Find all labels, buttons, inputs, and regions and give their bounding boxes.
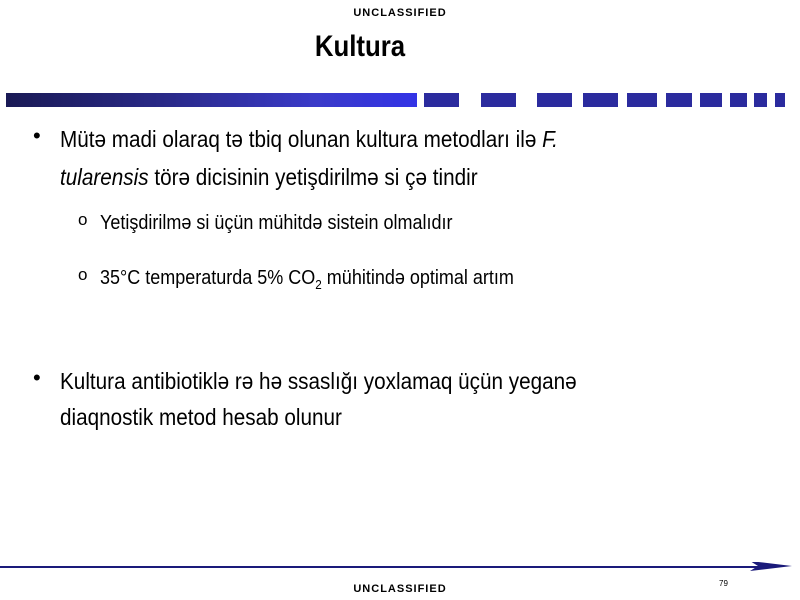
page-number: 79 [719, 579, 728, 588]
sub-bullet-text: 35°C temperaturda 5% $CO_2$ mühitində optimal artım [100, 267, 514, 292]
slide-title: Kultura [314, 30, 406, 63]
footer-arrow-line [0, 562, 800, 576]
bullet-text-line: Kultura antibiotiklə rə hə ssaslığı yoxlamaq üçün yeganə [60, 368, 577, 394]
bullet-marker: • [33, 123, 41, 148]
classification-banner-top: UNCLASSIFIED [353, 7, 447, 19]
bullet-text-line: Mütə madi olaraq tə tbiq olunan kultura metodları ilə F. [60, 126, 558, 152]
bullet-marker: • [33, 365, 41, 390]
sub-bullet-marker: o [78, 265, 88, 284]
bullet-text-line: tularensis törə dicisinin yetişdirilmə si çə tindir [60, 164, 478, 190]
classification-banner-bottom: UNCLASSIFIED [353, 583, 447, 595]
sub-bullet-text: Yetişdirilmə si üçün mühitdə sistein olmalıdır [100, 212, 453, 234]
sub-bullet-marker: o [78, 210, 88, 229]
bullet-text-line: diaqnostik metod hesab olunur [60, 404, 342, 430]
